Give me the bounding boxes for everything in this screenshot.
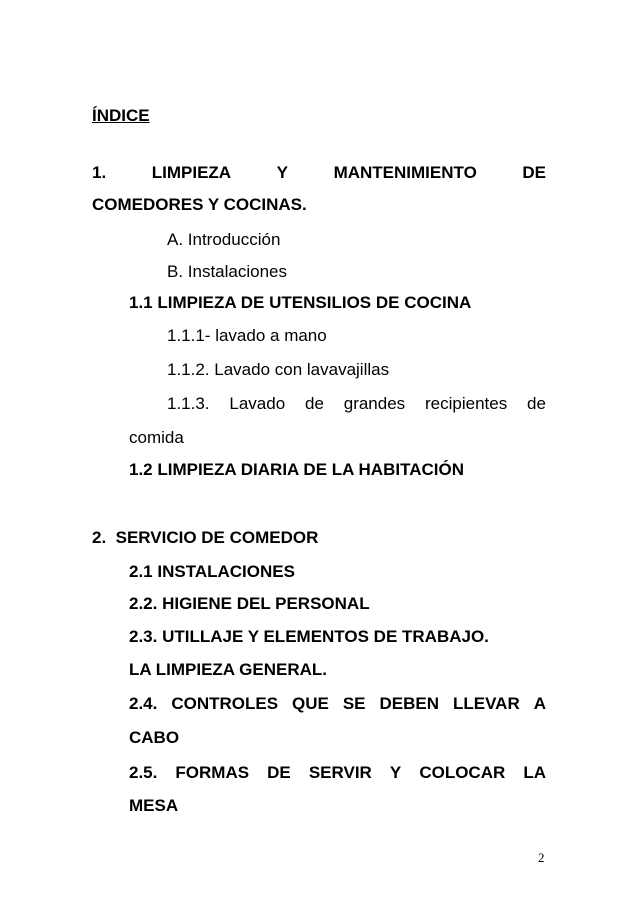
- toc-subsection-2-2: 2.2. HIGIENE DEL PERSONAL: [129, 594, 370, 613]
- heading-word: FORMAS: [175, 763, 250, 782]
- toc-item-1-1-1: 1.1.1- lavado a mano: [167, 326, 327, 345]
- section-2-heading: 2. SERVICIO DE COMEDOR: [92, 528, 319, 547]
- heading-word: LA: [523, 763, 546, 782]
- toc-item-1-1-3-line2: comida: [129, 428, 184, 447]
- heading-word: 2.5.: [129, 763, 158, 782]
- section-1-heading-line2: COMEDORES Y COCINAS.: [92, 195, 307, 214]
- toc-subsection-2-1: 2.1 INSTALACIONES: [129, 562, 295, 581]
- toc-subsection-2-3-line2: LA LIMPIEZA GENERAL.: [129, 660, 328, 679]
- heading-word: 2.4.: [129, 694, 158, 713]
- heading-word: SE: [342, 694, 366, 713]
- toc-item-b: B. Instalaciones: [167, 262, 288, 281]
- toc-subsection-1-2: 1.2 LIMPIEZA DIARIA DE LA HABITACIÓN: [129, 460, 464, 479]
- heading-word: Y: [389, 763, 402, 782]
- heading-word: CONTROLES: [171, 694, 279, 713]
- item-word: de: [527, 394, 546, 413]
- item-word: recipientes: [425, 394, 508, 413]
- heading-word: QUE: [292, 694, 329, 713]
- heading-word: LIMPIEZA: [151, 163, 232, 182]
- item-word: grandes: [343, 394, 406, 413]
- heading-word: DE: [522, 163, 546, 182]
- toc-subsection-2-4-line2: CABO: [129, 728, 180, 747]
- toc-item-1-1-2: 1.1.2. Lavado con lavavajillas: [167, 360, 390, 379]
- item-word: Lavado: [229, 394, 286, 413]
- toc-subsection-2-3-line1: 2.3. UTILLAJE Y ELEMENTOS DE TRABAJO.: [129, 627, 489, 646]
- toc-subsection-2-4-line1: [129, 694, 546, 714]
- toc-subsection-1-1: 1.1 LIMPIEZA DE UTENSILIOS DE COCINA: [129, 293, 472, 312]
- heading-word: LLEVAR: [452, 694, 520, 713]
- heading-word: DE: [267, 763, 291, 782]
- section-1-number: 1.: [92, 163, 107, 182]
- item-word: 1.1.3.: [167, 394, 210, 413]
- heading-word: Y: [276, 163, 288, 182]
- toc-subsection-2-5-line1: [129, 763, 546, 783]
- heading-word: DEBEN: [379, 694, 440, 713]
- toc-subsection-2-5-line2: MESA: [129, 796, 179, 815]
- toc-item-1-1-3-line1: [167, 394, 546, 414]
- heading-word: COLOCAR: [419, 763, 506, 782]
- heading-word: A: [533, 694, 546, 713]
- heading-word: MANTENIMIENTO: [333, 163, 477, 182]
- heading-word: SERVIR: [308, 763, 372, 782]
- page-number: 2: [538, 850, 545, 865]
- index-title: ÍNDICE: [92, 106, 150, 125]
- toc-item-a: A. Introducción: [167, 230, 281, 249]
- item-word: de: [304, 394, 324, 413]
- section-1-heading-line1: [92, 163, 546, 183]
